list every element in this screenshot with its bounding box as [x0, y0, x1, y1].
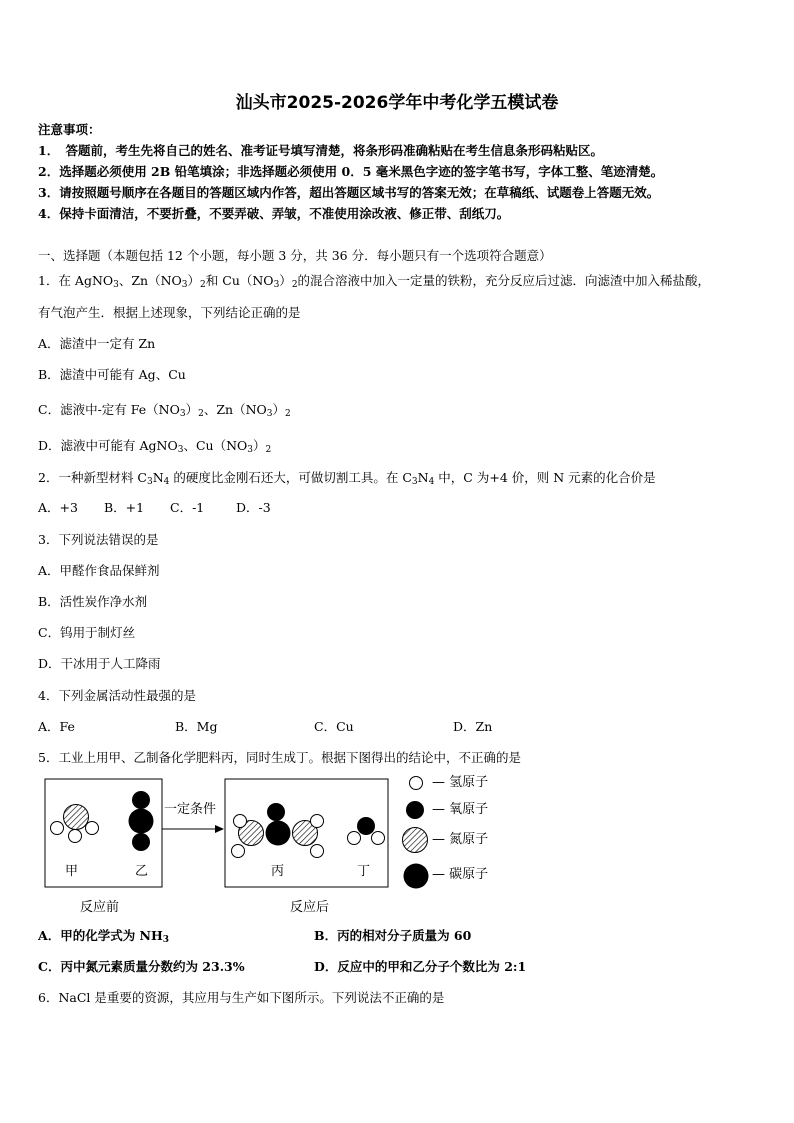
legend-carbon-swatch	[404, 864, 429, 889]
notice-item-4: 4．保持卡面清洁，不要折叠，不要弄破、弄皱，不准使用涂改液、修正带、刮纸刀。	[38, 206, 510, 221]
question-2-option-d: D．-3	[236, 500, 271, 515]
reaction-condition: 一定条件	[164, 802, 217, 817]
question-5-option-c: C．丙中氮元素质量分数约为 23.3%	[38, 959, 245, 974]
legend-hydrogen: — 氢原子	[432, 775, 489, 790]
question-4-option-a: A．Fe	[38, 719, 75, 734]
question-4-stem: 4．下列金属活动性最强的是	[38, 688, 196, 703]
notice-item-1: 1． 答题前，考生先将自己的姓名、准考证号填写清楚，将条形码准确粘贴在考生信息条形码粘贴区。	[38, 143, 603, 158]
question-2-option-c: C．-1	[170, 500, 205, 515]
legend-hydrogen-swatch	[410, 777, 423, 790]
question-3-stem: 3．下列说法错误的是	[38, 532, 159, 547]
label-after: 反应后	[290, 900, 330, 915]
question-6-stem: 6．NaCl 是重要的资源，其应用与生产如下图所示。下列说法不正确的是	[38, 990, 445, 1005]
label-bing: 丙	[271, 864, 285, 879]
question-4-option-d: D．Zn	[453, 719, 493, 734]
question-3-option-d: D．干冰用于人工降雨	[38, 656, 161, 671]
notice-item-3: 3．请按照题号顺序在各题目的答题区域内作答，超出答题区域书写的答案无效；在草稿纸、试题卷上答题无效。	[38, 185, 660, 200]
molecule-jia	[51, 805, 99, 843]
question-2-option-a: A．+3	[38, 500, 78, 515]
molecule-bing	[232, 803, 324, 858]
legend	[403, 777, 429, 889]
question-3-option-a: A．甲醛作食品保鲜剂	[38, 563, 160, 578]
molecule-ding	[348, 817, 385, 845]
notice-heading: 注意事项：	[38, 122, 101, 137]
question-4-option-b: B．Mg	[175, 719, 218, 734]
question-1-option-c: C．滤液中-定有 $Fe(NO_3)_2$、$Zn(NO_3)_2$	[38, 402, 291, 419]
question-5-stem: 5．工业上用甲、乙制备化学肥料丙，同时生成丁。根据下图得出的结论中，不正确的是	[38, 750, 521, 765]
question-5-option-b: B．丙的相对分子质量为 60	[314, 928, 472, 943]
legend-carbon: — 碳原子	[432, 867, 489, 882]
question-1-stem: 1．在 AgNO$_3$、$Zn(NO_3)_2$和 $Cu(NO_3)_2$的混合溶液中加入一定量的铁粉，充分反应后过滤．向滤渣中加入稀盐酸，	[38, 273, 711, 290]
question-5-option-d: D．反应中的甲和乙分子个数比为 2:1	[314, 959, 527, 974]
legend-nitrogen-swatch	[403, 828, 428, 853]
question-4-option-c: C．Cu	[314, 719, 354, 734]
page-title: 汕头市2025-2026学年中考化学五模试卷	[235, 93, 559, 113]
label-ding: 丁	[357, 864, 371, 879]
question-1-option-a: A．滤渣中一定有 Zn	[38, 336, 156, 351]
legend-nitrogen: — 氮原子	[432, 832, 489, 847]
legend-oxygen-swatch	[406, 801, 424, 819]
question-2-stem: 2．一种新型材料 $C_3N_4$ 的硬度比金刚石还大，可做切割工具。在 $C_3N_4$ 中，C 为+4 价，则 N 元素的化合价是	[38, 470, 656, 487]
question-2-option-b: B．+1	[104, 500, 145, 515]
question-3-option-c: C．钨用于制灯丝	[38, 625, 136, 640]
molecule-yi	[129, 791, 154, 851]
notice-item-2: 2．选择题必须使用 2B 铅笔填涂；非选择题必须使用 0．5 毫米黑色字迹的签字笔书写，字体工整、笔迹清楚。	[38, 164, 664, 179]
question-1-stem-cont: 有气泡产生．根据上述现象，下列结论正确的是	[38, 305, 301, 320]
section-heading: 一、选择题（本题包括 12 个小题，每小题 3 分，共 36 分．每小题只有一个选项符合题意）	[38, 248, 552, 263]
label-jia: 甲	[65, 864, 79, 879]
question-1-option-b: B．滤渣中可能有 Ag、Cu	[38, 367, 186, 382]
question-3-option-b: B．活性炭作净水剂	[38, 594, 148, 609]
label-yi: 乙	[135, 864, 149, 879]
question-1-option-d: D．滤液中可能有 AgNO$_3$、$Cu(NO_3)_2$	[38, 438, 272, 455]
legend-oxygen: — 氧原子	[432, 802, 489, 817]
label-before: 反应前	[80, 900, 120, 915]
question-5-option-a: A．甲的化学式为 $NH_3$	[38, 928, 170, 945]
